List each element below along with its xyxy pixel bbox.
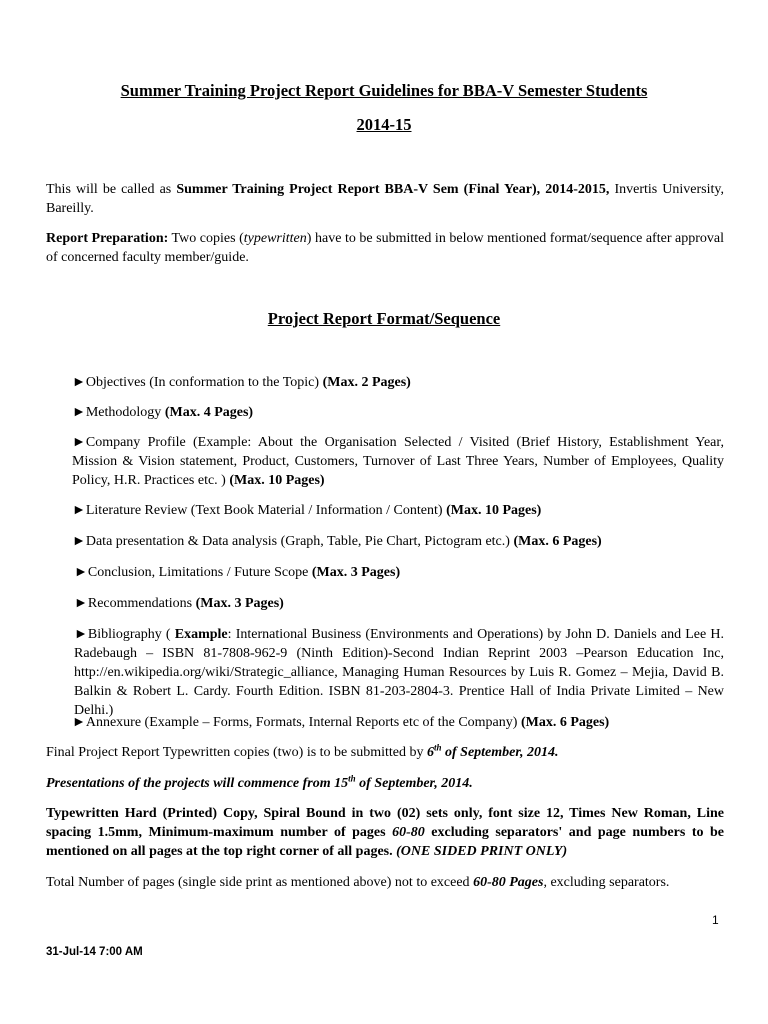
bullet-arrow-icon: ► xyxy=(72,435,86,450)
total-pages-paragraph: Total Number of pages (single side print as mentioned above) not to exceed 60-80 Pages, excluding separators. xyxy=(46,875,670,890)
bullet-arrow-icon: ► xyxy=(74,596,88,611)
list-item: ►Methodology (Max. 4 Pages) xyxy=(72,405,254,420)
list-item: ►Conclusion, Limitations / Future Scope (Max. 3 Pages) xyxy=(74,565,401,580)
bullet-arrow-icon: ► xyxy=(72,375,86,390)
footer-timestamp: 31-Jul-14 7:00 AM xyxy=(46,946,143,958)
section-title: Project Report Format/Sequence xyxy=(267,309,501,328)
bullet-arrow-icon: ► xyxy=(72,503,86,518)
bullet-arrow-icon: ► xyxy=(72,534,86,549)
list-item: ►Data presentation & Data analysis (Graph, Table, Pie Chart, Pictogram etc.) (Max. 6 Pages) xyxy=(72,534,602,549)
bullet-arrow-icon: ► xyxy=(74,627,88,642)
document-year: 2014-15 xyxy=(356,115,412,134)
page-number: 1 xyxy=(712,913,719,927)
bibliography-item: ►Bibliography ( Example: International Business (Environments and Operations) by John D. Daniels and Lee H. Radebaugh – ISBN 81-7808-962-9 (Ninth Edition)-Second Indian Reprint 2003 –Pearson Education Inc, http://en.wikipedia.org/wiki/Strategic_alliance, Managing Human Resources by Luis R. Gomez – Mejia, David B. Balkin & Robert L. Cardy. Fourth Edition. ISBN 81-203-2804-3. Prentice Hall of India Private Limited – New Delhi.) xyxy=(74,627,725,718)
report-preparation-paragraph: Report Preparation: Two copies (typewritten) have to be submitted in below mentioned format/sequence after approval of concerned faculty member/guide. xyxy=(46,231,725,265)
bullet-arrow-icon: ► xyxy=(72,715,86,730)
intro-paragraph: This will be called as Summer Training Project Report BBA-V Sem (Final Year), 2014-2015, Invertis University, Bareilly. xyxy=(46,182,724,216)
bullet-arrow-icon: ► xyxy=(72,405,86,420)
typewritten-note-paragraph: Typewritten Hard (Printed) Copy, Spiral Bound in two (02) sets only, font size 12, Times New Roman, Line spacing 1.5mm, Minimum-maximum number of pages 60-80 excluding separators' and page numbers to be mentioned on all pages at the top right corner of all pages. (ONE SIDED PRINT ONLY) xyxy=(46,806,725,859)
presentations-paragraph: Presentations of the projects will commence from 15th of September, 2014. xyxy=(46,773,473,791)
list-item: ►Literature Review (Text Book Material / Information / Content) (Max. 10 Pages) xyxy=(72,503,542,518)
list-item: ►Recommendations (Max. 3 Pages) xyxy=(74,596,284,611)
bullet-arrow-icon: ► xyxy=(74,565,88,580)
list-item: ►Company Profile (Example: About the Organisation Selected / Visited (Brief History, Establishment Year, Mission & Vision statement, Product, Customers, Turnover of Last Three Years, Number of Employees, Quality Policy, H.R. Practices etc. ) (Max. 10 Pages) xyxy=(72,435,724,488)
final-submission-paragraph: Final Project Report Typewritten copies (two) is to be submitted by 6th of September, 2014. xyxy=(46,742,559,760)
annexure-item: ►Annexure (Example – Forms, Formats, Internal Reports etc of the Company) (Max. 6 Pages) xyxy=(72,715,610,730)
document-title: Summer Training Project Report Guidelines for BBA-V Semester Students xyxy=(120,81,648,100)
list-item: ►Objectives (In conformation to the Topic) (Max. 2 Pages) xyxy=(72,375,411,390)
